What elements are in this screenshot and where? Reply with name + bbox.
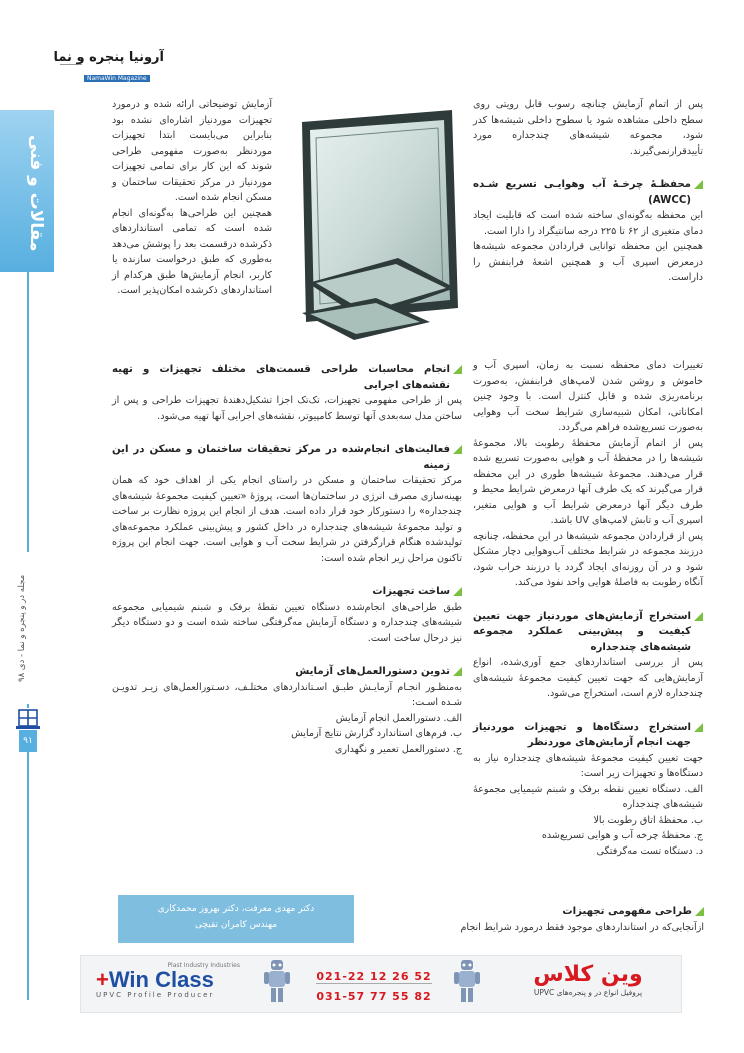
contact-phones	[316, 970, 432, 1004]
section-heading: تدوین دستورالعمل‌های آزمایش	[112, 664, 462, 680]
magazine-logo[interactable]	[53, 50, 164, 82]
magazine-issue-info: مجله در و پنجره و نما - دی ۹۸	[17, 552, 37, 704]
logo-subtitle: NamaWin Magazine	[84, 75, 150, 82]
section-heading: انجام محاسبات طراحی قسمت‌های مختلف تجهیزات و تهیه نقشه‌های اجرایی	[112, 362, 462, 393]
right-column-continued	[473, 358, 703, 859]
paragraph: طبق طراحی‌های انجام‌شده دستگاه تعیین نقطۀ برفک و شبنم شیمیایی مجموعه شیشه‌های چندجداره و دستگاه آزمایش مه‌گرفتگی ساخته شده است و دو دستگاه دیگر نیز درحال ساخت است.	[112, 601, 462, 644]
section-heading: محفظـۀ چرخـۀ آب وهوایـی تسریع شـده (AWCC)	[473, 177, 703, 208]
authors-box	[118, 895, 354, 943]
paragraph: پس از بررسی استانداردهای جمع آوری‌شده، انواع آزمایش‌هایی که جهت تعیین کیفیت مجموعۀ شیشه‌های چندجداره لازم است، استخراج می‌شود.	[473, 657, 703, 699]
paragraph: تغییرات دمای محفظه نسبت به زمان، اسپری آب و خاموش و روشن شدن لامپ‌های فرابنفش، به‌صورت برنامه‌ریزی شده و قابل کنترل است. با وجود چنین امکاناتی، امکان شبیه‌سازی شرایط سخت آب وهوایی به‌صورت تسریع‌شده فراهم می‌گردد.	[473, 360, 703, 433]
paragraph: همچنین این طراحی‌ها به‌گونه‌ای انجام شده است که تمامی استانداردهای ذکرشده درقسمت بعد را پوشش می‌دهد به‌طوری که طبق درخواست سازنده یا کاربر، انجام آزمایش‌ها طبق هرکدام از استانداردهای ذکرشده امکان‌پذیر است.	[112, 207, 272, 296]
paragraph: پس از اتمام آزمایش محفظۀ رطوبت بالا، مجموعۀ شیشه‌ها را در محفظۀ آب و هوایی به‌صورت تسریع شده قرار می‌دهند. مجموعۀ شیشه‌ها طوری در این محفظه قرار می‌گیرند که یک طرف آنها درمعرض شرایط محیط و طرف دیگر آنها درمعرض شرایط آب و هوایی متغیر، اسپری آب و تابش لامپ‌های UV باشد.	[473, 437, 703, 526]
paragraph: جهت تعیین کیفیت مجموعۀ شیشه‌های چندجداره نیاز به دستگاه‌ها و تجهیزات زیر است:	[473, 752, 703, 779]
authors-line: مهندس کامران تقیچی	[194, 920, 278, 930]
paragraph: آزمایش توضیحاتی ارائه شده و درمورد تجهیزات موردنیاز اشاره‌ای نشده بود بنابراین می‌بایست ابتدا تجهیزات موردنظر به‌صورت مفهومی طراحی شوند که این کار برای تمامی تجهیزات موردنیاز در مرکز تحقیقات ساختمان و مسکن انجام شده است.	[112, 99, 272, 203]
brand-subtitle-fa: پروفیل انواع در و پنجره‌های UPVC	[533, 988, 643, 997]
win-class-logo-en[interactable]	[96, 962, 246, 1004]
section-heading: طراحی مفهومی تجهیزات	[386, 904, 704, 920]
section-heading: استخراج آزمایش‌های موردنیاز جهت تعیین کیفیت و پیش‌بینی عملکرد مجموعه شیشه‌های چندجداره	[473, 609, 703, 656]
win-class-logo-fa[interactable]	[512, 962, 664, 1004]
brand-name-fa: وین کلاس	[533, 962, 643, 987]
paragraph: ازآنجایی‌که در استانداردهای موجود فقط درمورد شرایط انجام	[460, 921, 704, 933]
middle-column	[112, 97, 272, 299]
phone-number[interactable]: 031-57 77 55 82	[316, 990, 432, 1003]
paragraph: پس از طراحی مفهومی تجهیزات، تک‌تک اجزا تشکیل‌دهندۀ تجهیزات طراحی و پس از ساختن مدل سه‌بعدی آنها توسط کامپیوتر، نقشه‌های اجرایی آنها تهیه می‌شود.	[112, 395, 462, 422]
window-icon	[16, 708, 40, 730]
list-item: د. دستگاه تست مه‌گرفتگی	[596, 845, 703, 857]
double-glazed-glass-photo	[280, 108, 468, 344]
robot-mascot-icon	[452, 958, 482, 1010]
brand-tagline: Plast Industry Industries	[167, 962, 240, 969]
section-title: مقالات و فنی	[26, 134, 46, 252]
paragraph: پس از قراردادن مجموعه شیشه‌ها در این محفظه، چنانچه درزبند مجموعه در شرایط مختلف آب‌وهوایی دچار مشکل شود و در آن روزنه‌ای ایجاد گردد یا درزبند خراب شود، آنگاه رطوبت به فاصلۀ هوایی واحد نفوذ می‌کند.	[473, 530, 703, 588]
list-item: ج. محفظۀ چرخه آب و هوایی تسریع‌شده	[541, 830, 703, 841]
right-column	[473, 97, 703, 286]
robot-mascot-icon	[262, 958, 292, 1010]
page-number: ۹۱	[19, 730, 37, 752]
plus-icon: +	[96, 967, 109, 992]
paragraph: به‌منظـور انجـام آزمایـش طبـق اسـتانداردهای مختلـف، دسـتورالعمل‌های زیـر تدویـن شـده اسـت:	[112, 681, 462, 708]
logo-text: آرونیا پنجره و نما	[53, 50, 164, 65]
paragraph: این محفظه به‌گونه‌ای ساخته شده است که قابلیت ایجاد دمای متغیری از ۶۲ تا ۲۲۵ درجه سانتیگراد را دارا است.	[473, 210, 703, 237]
brand-name: Win Class	[108, 967, 214, 992]
left-column	[112, 358, 462, 757]
list-item: ج. دستورالعمل تعمیر و نگهداری	[334, 743, 462, 755]
section-heading: ساخت تجهیزات	[112, 584, 462, 600]
paragraph: همچنین این محفظه توانایی قراردادن مجموعه شیشه‌ها درمعرض اسپری آب و همچنین اشعۀ فرابنفش را داراست.	[473, 241, 703, 283]
brand-subtitle: UPVC Profile Producer	[96, 991, 215, 999]
list-item: ب. محفظۀ اتاق رطوبت بالا	[593, 814, 703, 826]
authors-line: دکتر مهدی معرفت، دکتر بهروز محمدکاری	[157, 904, 315, 914]
bottom-column	[386, 900, 704, 935]
section-heading: استخراج دستگاه‌ها و تجهیزات موردنیاز جهت انجام آزمایش‌های موردنظر	[473, 720, 703, 751]
phone-number[interactable]: 021-22 12 26 52	[316, 970, 432, 983]
list-item: الف. دستورالعمل انجام آزمایش	[335, 712, 462, 724]
phone-divider	[316, 983, 432, 984]
paragraph: پس از اتمام آزمایش چنانچه رسوب قابل رویتی روی سطح داخلی مشاهده شود یا سطوح داخلی شیشه‌ها کدر شود، مجموعه شیشه‌های چندجداره مورد تأییدقرارنمی‌گیرند.	[473, 99, 703, 157]
list-item: الف. دستگاه تعیین نقطه برفک و شبنم شیمیایی مجموعۀ شیشه‌های چندجداره	[473, 783, 703, 810]
section-heading: فعالیت‌های انجام‌شده در مرکز تحقیقات ساختمان و مسکن در این زمینه	[112, 442, 462, 473]
paragraph: مرکز تحقیقات ساختمان و مسکن در راستای انجام یکی از اهداف خود که همان بهینه‌سازی مصرف انرژی در ساختمان‌ها است، پروژۀ «تعیین کیفیت مجموعۀ شیشه‌های چندجداره» را دستورکار خود قرار داده است. هدف از انجام این پروژه نظارت بر ساخت و تولید مجموعۀ شیشه‌های چندجداره در داخل کشور و پیش‌بینی عملکرد مجموعه‌های تولیدشده هنگام قرارگرفتن در شرایط سخت آب و هوایی است. جهت انجام این پروژه تاکنون مراحل زیر انجام شده است:	[112, 475, 462, 564]
list-item: ب. فرم‌های استاندارد گزارش نتایج آزمایش	[291, 728, 462, 739]
